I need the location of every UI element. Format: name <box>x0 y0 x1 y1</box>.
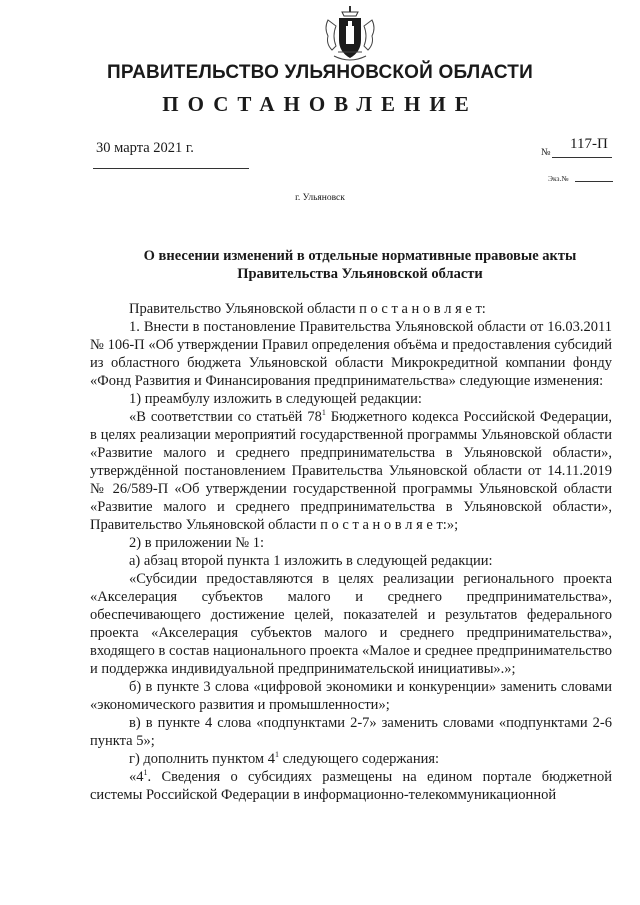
text-part: «В соответствии со статьёй 78 <box>129 409 322 425</box>
number-underline <box>552 157 612 158</box>
paragraph-subitem-v: в) в пункте 4 слова «подпунктами 2-7» заменить словами «подпунктами 2-6 пункта 5»; <box>90 715 612 749</box>
document-type-title: ПОСТАНОВЛЕНИЕ <box>162 92 478 116</box>
text-part: г) дополнить пунктом 4 <box>129 751 275 767</box>
heading-line-1: О внесении изменений в отдельные нормативные правовые акты <box>143 248 577 264</box>
text-part: следующего содержания: <box>278 751 440 767</box>
superscript: 1 <box>321 408 326 418</box>
government-name: ПРАВИТЕЛЬСТВО УЛЬЯНОВСКОЙ ОБЛАСТИ <box>107 62 533 83</box>
document-body <box>90 300 612 804</box>
superscript: 1 <box>143 768 148 778</box>
paragraph-subitem-g <box>90 750 612 768</box>
date-underline <box>93 168 249 169</box>
document-number: 117-П <box>570 136 608 152</box>
paragraph-point-4-1 <box>90 768 612 804</box>
paragraph-item-1: 1. Внести в постановление Правительства Ульяновской области от 16.03.2011 № 106-П «Об утверждении Правил определения объёма и предоставления субсидий из областного бюджета Ульяновской области Микрокредитной компании фонду «Фонд Развития и Финансирования предпринимательства» следующие изменения: <box>90 319 612 389</box>
city-name: г. Ульяновск <box>295 193 345 203</box>
superscript: 1 <box>274 750 279 760</box>
document-date: 30 марта 2021 г. <box>96 140 194 156</box>
heading-line-2: Правительства Ульяновской области <box>237 266 483 282</box>
copy-number-label: Экз.№ <box>548 174 569 183</box>
text-part: Бюджетного кодекса Российской Федерации, в целях реализации мероприятий государственной программы Ульяновской области «Развитие малого и среднего предпринимательства в Ульяновской области», утверждённой постановлением Правительства Ульяновской области от 14.11.2019 № 26/589-П «Об утверждении государственной программы Ульяновской области «Развитие малого и среднего предпринимательства в Ульяновской области», Правительство Ульяновской области п о с т а н о в л я е т:»; <box>90 409 612 533</box>
paragraph-preamble: Правительство Ульяновской области п о с т а н о в л я е т: <box>129 301 486 317</box>
text-part: «4 <box>129 769 144 785</box>
paragraph-preamble-text <box>90 408 612 534</box>
coat-of-arms-emblem <box>322 6 378 64</box>
copy-number-underline <box>575 181 613 182</box>
paragraph-subitem-2: 2) в приложении № 1: <box>129 535 264 551</box>
paragraph-subitem-a: а) абзац второй пункта 1 изложить в следующей редакции: <box>129 553 493 569</box>
text-part: . Сведения о субсидиях размещены на едином портале бюджетной системы Российской Федерации в информационно-телекоммуникационной <box>90 769 612 803</box>
paragraph-subitem-1: 1) преамбулу изложить в следующей редакции: <box>129 391 422 407</box>
number-sign: № <box>541 147 551 158</box>
paragraph-subitem-b: б) в пункте 3 слова «цифровой экономики и конкуренции» заменить словами «экономического развития и промышленности»; <box>90 679 612 713</box>
paragraph-subsidies: «Субсидии предоставляются в целях реализации регионального проекта «Акселерация субъектов малого и среднего предпринимательства», обеспечивающего достижение целей, показателей и результатов федерального проекта «Акселерация субъектов малого и среднего предпринимательства», входящего в состав национального проекта «Малое и среднее предпринимательство и поддержка индивидуальной предпринимательской инициативы».»; <box>90 571 612 677</box>
document-heading <box>60 247 640 283</box>
